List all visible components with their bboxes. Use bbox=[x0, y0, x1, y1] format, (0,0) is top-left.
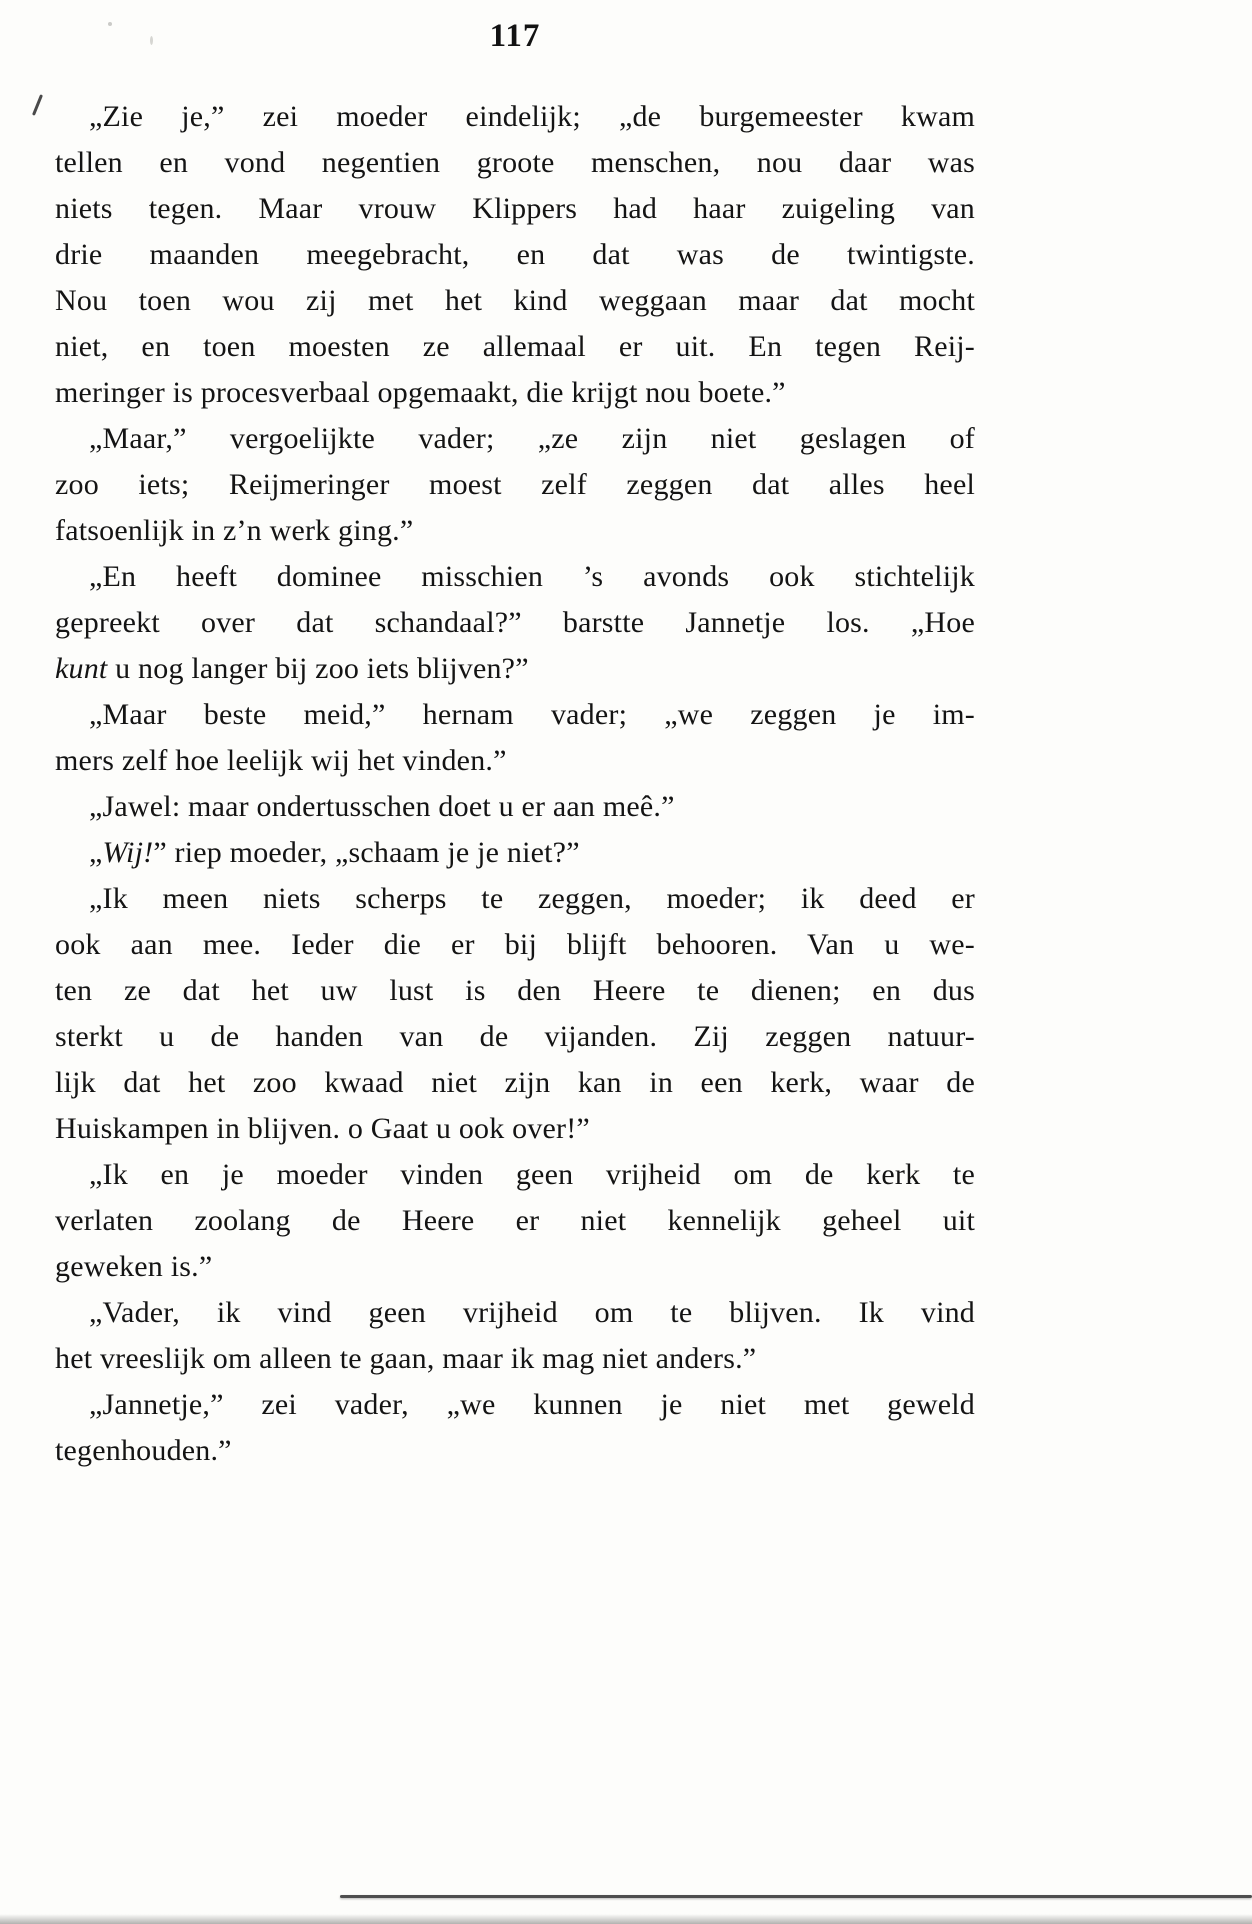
text-line: „Wij!” riep moeder, „schaam je je niet?” bbox=[89, 836, 580, 869]
text-line: „Ik meen niets scherps te zeggen, moeder; ik deed er bbox=[89, 882, 975, 915]
text-line: ook aan mee. Ieder die er bij blijft behooren. Van u we- bbox=[55, 928, 975, 961]
paragraph bbox=[55, 554, 975, 692]
text-line: gepreekt over dat schandaal?” barstte Jannetje los. „Hoe bbox=[55, 606, 975, 639]
text-line: „Zie je,” zei moeder eindelijk; „de burgemeester kwam bbox=[89, 100, 975, 133]
scan-edge-shadow bbox=[0, 1914, 1252, 1924]
text-line: fatsoenlijk in z’n werk ging.” bbox=[55, 514, 414, 547]
paragraph bbox=[55, 830, 975, 876]
page-text bbox=[55, 94, 975, 1474]
paragraph bbox=[55, 692, 975, 784]
text-line: het vreeslijk om alleen te gaan, maar ik mag niet anders.” bbox=[55, 1342, 757, 1375]
text-line: tegenhouden.” bbox=[55, 1434, 232, 1467]
text-line: „En heeft dominee misschien ’s avonds ook stichtelijk bbox=[89, 560, 975, 593]
text-line: „Ik en je moeder vinden geen vrijheid om de kerk te bbox=[89, 1158, 975, 1191]
pen-stroke-mark bbox=[32, 94, 43, 116]
paragraph bbox=[55, 94, 975, 416]
paragraph bbox=[55, 784, 975, 830]
text-line: verlaten zoolang de Heere er niet kennelijk geheel uit bbox=[55, 1204, 975, 1237]
text-line: ten ze dat het uw lust is den Heere te dienen; en dus bbox=[55, 974, 975, 1007]
paragraph bbox=[55, 416, 975, 554]
text-line: lijk dat het zoo kwaad niet zijn kan in een kerk, waar de bbox=[55, 1066, 975, 1099]
text-line: geweken is.” bbox=[55, 1250, 213, 1283]
text-line: Nou toen wou zij met het kind weggaan maar dat mocht bbox=[55, 284, 975, 317]
text-line: niets tegen. Maar vrouw Klippers had haar zuigeling van bbox=[55, 192, 975, 225]
paragraph bbox=[55, 1382, 975, 1474]
text-line: tellen en vond negentien groote menschen, nou daar was bbox=[55, 146, 975, 179]
scan-edge-line bbox=[340, 1895, 1252, 1898]
text-line: drie maanden meegebracht, en dat was de twintigste. bbox=[55, 238, 975, 271]
text-line: „Maar,” vergoelijkte vader; „ze zijn niet geslagen of bbox=[89, 422, 975, 455]
text-line: kunt u nog langer bij zoo iets blijven?” bbox=[55, 652, 529, 685]
paragraph bbox=[55, 1290, 975, 1382]
text-line: Huiskampen in blijven. o Gaat u ook over!” bbox=[55, 1112, 590, 1145]
text-line: „Maar beste meid,” hernam vader; „we zeggen je im- bbox=[89, 698, 975, 731]
text-line: „Jannetje,” zei vader, „we kunnen je niet met geweld bbox=[89, 1388, 975, 1421]
text-line: niet, en toen moesten ze allemaal er uit. En tegen Reij- bbox=[55, 330, 975, 363]
text-line: mers zelf hoe leelijk wij het vinden.” bbox=[55, 744, 507, 777]
text-line: meringer is procesverbaal opgemaakt, die krijgt nou boete.” bbox=[55, 376, 786, 409]
paragraph bbox=[55, 1152, 975, 1290]
text-line: sterkt u de handen van de vijanden. Zij zeggen natuur- bbox=[55, 1020, 975, 1053]
text-line: „Vader, ik vind geen vrijheid om te blijven. Ik vind bbox=[89, 1296, 975, 1329]
page-number: 117 bbox=[489, 18, 541, 54]
paragraph bbox=[55, 876, 975, 1152]
text-line: zoo iets; Reijmeringer moest zelf zeggen dat alles heel bbox=[55, 468, 975, 501]
text-line: „Jawel: maar ondertusschen doet u er aan meê.” bbox=[89, 790, 675, 823]
